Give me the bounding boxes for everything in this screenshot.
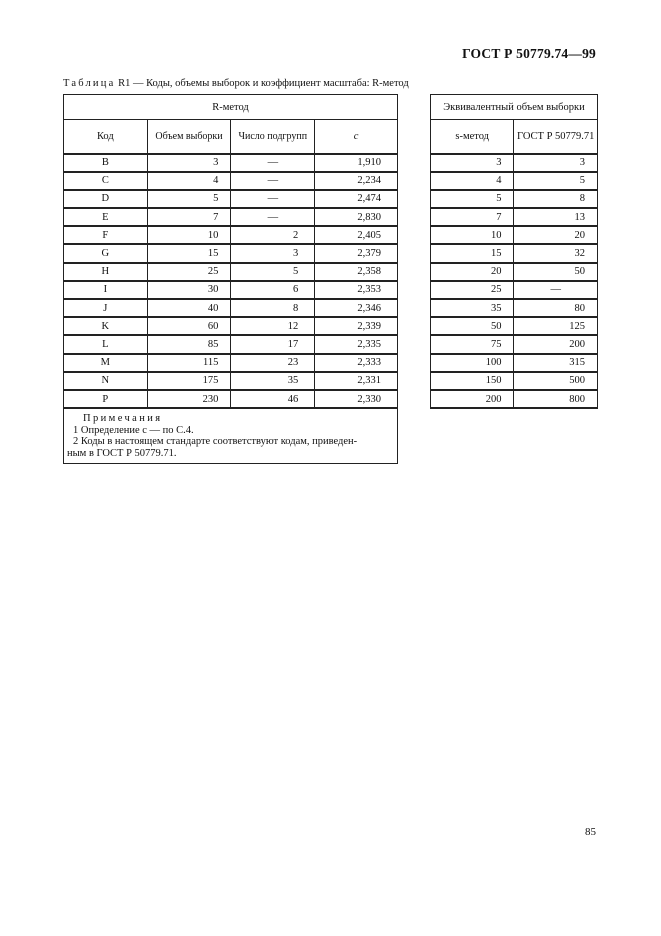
table-row: [64, 372, 398, 390]
cell-c: 2,353: [315, 281, 398, 299]
cell-s-method: 7: [431, 208, 514, 226]
cell-s-method: 50: [431, 317, 514, 335]
cell-gost: 500: [514, 372, 598, 390]
table-row: [431, 372, 598, 390]
cell-code: I: [64, 281, 148, 299]
cell-subgroups: 23: [231, 354, 315, 372]
note-line: ным в ГОСТ Р 50779.71.: [67, 447, 177, 459]
r-method-table: [63, 94, 398, 464]
table-row: [64, 317, 398, 335]
equivalent-group-header: Эквивалентный объем выборки: [431, 95, 598, 120]
cell-sample-size: 7: [147, 208, 231, 226]
cell-gost: 20: [514, 226, 598, 244]
cell-subgroups: 12: [231, 317, 315, 335]
cell-gost: 50: [514, 263, 598, 281]
cell-subgroups: —: [231, 172, 315, 190]
cell-s-method: 20: [431, 263, 514, 281]
cell-s-method: 3: [431, 154, 514, 172]
table-row: [64, 354, 398, 372]
cell-code: C: [64, 172, 148, 190]
cell-subgroups: —: [231, 190, 315, 208]
note-line: 1 Определение c — по С.4.: [73, 424, 194, 436]
cell-c: 2,339: [315, 317, 398, 335]
cell-code: B: [64, 154, 148, 172]
cell-code: H: [64, 263, 148, 281]
cell-s-method: 100: [431, 354, 514, 372]
table-row: [431, 335, 598, 353]
table-row: [431, 208, 598, 226]
cell-c: 2,830: [315, 208, 398, 226]
table-row: [431, 299, 598, 317]
col-header-code: Код: [64, 120, 148, 154]
col-header-c: c: [315, 120, 398, 154]
cell-code: J: [64, 299, 148, 317]
cell-gost: —: [514, 281, 598, 299]
cell-s-method: 35: [431, 299, 514, 317]
table-row: [431, 226, 598, 244]
col-header-subgroups: Число подгрупп: [231, 120, 315, 154]
cell-subgroups: 17: [231, 335, 315, 353]
cell-sample-size: 30: [147, 281, 231, 299]
table-row: [64, 172, 398, 190]
cell-s-method: 75: [431, 335, 514, 353]
table-row: [431, 263, 598, 281]
caption-prefix: Таблица: [63, 78, 116, 89]
table-row: [431, 354, 598, 372]
cell-subgroups: —: [231, 208, 315, 226]
cell-code: K: [64, 317, 148, 335]
cell-s-method: 5: [431, 190, 514, 208]
table-row: [431, 154, 598, 172]
cell-subgroups: —: [231, 154, 315, 172]
cell-subgroups: 5: [231, 263, 315, 281]
cell-c: 2,331: [315, 372, 398, 390]
cell-subgroups: 8: [231, 299, 315, 317]
cell-sample-size: 175: [147, 372, 231, 390]
cell-s-method: 4: [431, 172, 514, 190]
cell-sample-size: 115: [147, 354, 231, 372]
table-row: [431, 390, 598, 408]
cell-s-method: 10: [431, 226, 514, 244]
cell-sample-size: 15: [147, 244, 231, 262]
table-row: [64, 299, 398, 317]
cell-code: M: [64, 354, 148, 372]
cell-subgroups: 3: [231, 244, 315, 262]
cell-c: 1,910: [315, 154, 398, 172]
equivalent-sample-size-table: [430, 94, 598, 409]
table-row: [431, 281, 598, 299]
table-row: [431, 172, 598, 190]
table-row: [64, 281, 398, 299]
cell-gost: 80: [514, 299, 598, 317]
table-row: [64, 390, 398, 408]
cell-c: 2,405: [315, 226, 398, 244]
cell-subgroups: 46: [231, 390, 315, 408]
cell-gost: 3: [514, 154, 598, 172]
r-method-group-header: R-метод: [64, 95, 398, 120]
cell-subgroups: 2: [231, 226, 315, 244]
cell-s-method: 15: [431, 244, 514, 262]
cell-subgroups: 35: [231, 372, 315, 390]
note-line: 2 Коды в настоящем стандарте соответствуют кодам, приведен-: [73, 436, 358, 448]
col-header-gost: ГОСТ Р 50779.71: [514, 120, 598, 154]
cell-sample-size: 230: [147, 390, 231, 408]
cell-sample-size: 5: [147, 190, 231, 208]
cell-sample-size: 4: [147, 172, 231, 190]
cell-c: 2,474: [315, 190, 398, 208]
cell-sample-size: 3: [147, 154, 231, 172]
cell-gost: 800: [514, 390, 598, 408]
notes-title: Примечания: [83, 413, 163, 425]
cell-c: 2,234: [315, 172, 398, 190]
cell-sample-size: 85: [147, 335, 231, 353]
cell-s-method: 150: [431, 372, 514, 390]
page-number: 85: [585, 826, 596, 838]
cell-c: 2,379: [315, 244, 398, 262]
table-row: [64, 154, 398, 172]
cell-gost: 315: [514, 354, 598, 372]
cell-subgroups: 6: [231, 281, 315, 299]
table-row: [431, 244, 598, 262]
table-row: [64, 190, 398, 208]
table-row: [64, 208, 398, 226]
table-row: [431, 190, 598, 208]
caption-text: R1 — Коды, объемы выборок и коэффициент масштаба: R-метод: [115, 78, 409, 89]
cell-sample-size: 25: [147, 263, 231, 281]
cell-sample-size: 10: [147, 226, 231, 244]
col-header-sample-size: Объем выборки: [147, 120, 231, 154]
cell-sample-size: 40: [147, 299, 231, 317]
cell-c: 2,358: [315, 263, 398, 281]
cell-code: G: [64, 244, 148, 262]
cell-gost: 5: [514, 172, 598, 190]
table-row: [64, 335, 398, 353]
cell-code: N: [64, 372, 148, 390]
cell-code: D: [64, 190, 148, 208]
cell-gost: 13: [514, 208, 598, 226]
cell-gost: 8: [514, 190, 598, 208]
cell-gost: 200: [514, 335, 598, 353]
cell-c: 2,333: [315, 354, 398, 372]
table-row: [64, 226, 398, 244]
table-notes: [64, 408, 398, 464]
cell-sample-size: 60: [147, 317, 231, 335]
cell-c: 2,330: [315, 390, 398, 408]
table-row: [431, 317, 598, 335]
cell-s-method: 200: [431, 390, 514, 408]
cell-code: F: [64, 226, 148, 244]
cell-gost: 125: [514, 317, 598, 335]
table-row: [64, 263, 398, 281]
table-row: [64, 244, 398, 262]
document-code-header: ГОСТ Р 50779.74—99: [462, 46, 596, 61]
cell-gost: 32: [514, 244, 598, 262]
cell-c: 2,335: [315, 335, 398, 353]
table-caption: [63, 78, 409, 89]
col-header-s-method: s-метод: [431, 120, 514, 154]
cell-code: L: [64, 335, 148, 353]
cell-c: 2,346: [315, 299, 398, 317]
cell-s-method: 25: [431, 281, 514, 299]
cell-code: P: [64, 390, 148, 408]
cell-code: E: [64, 208, 148, 226]
